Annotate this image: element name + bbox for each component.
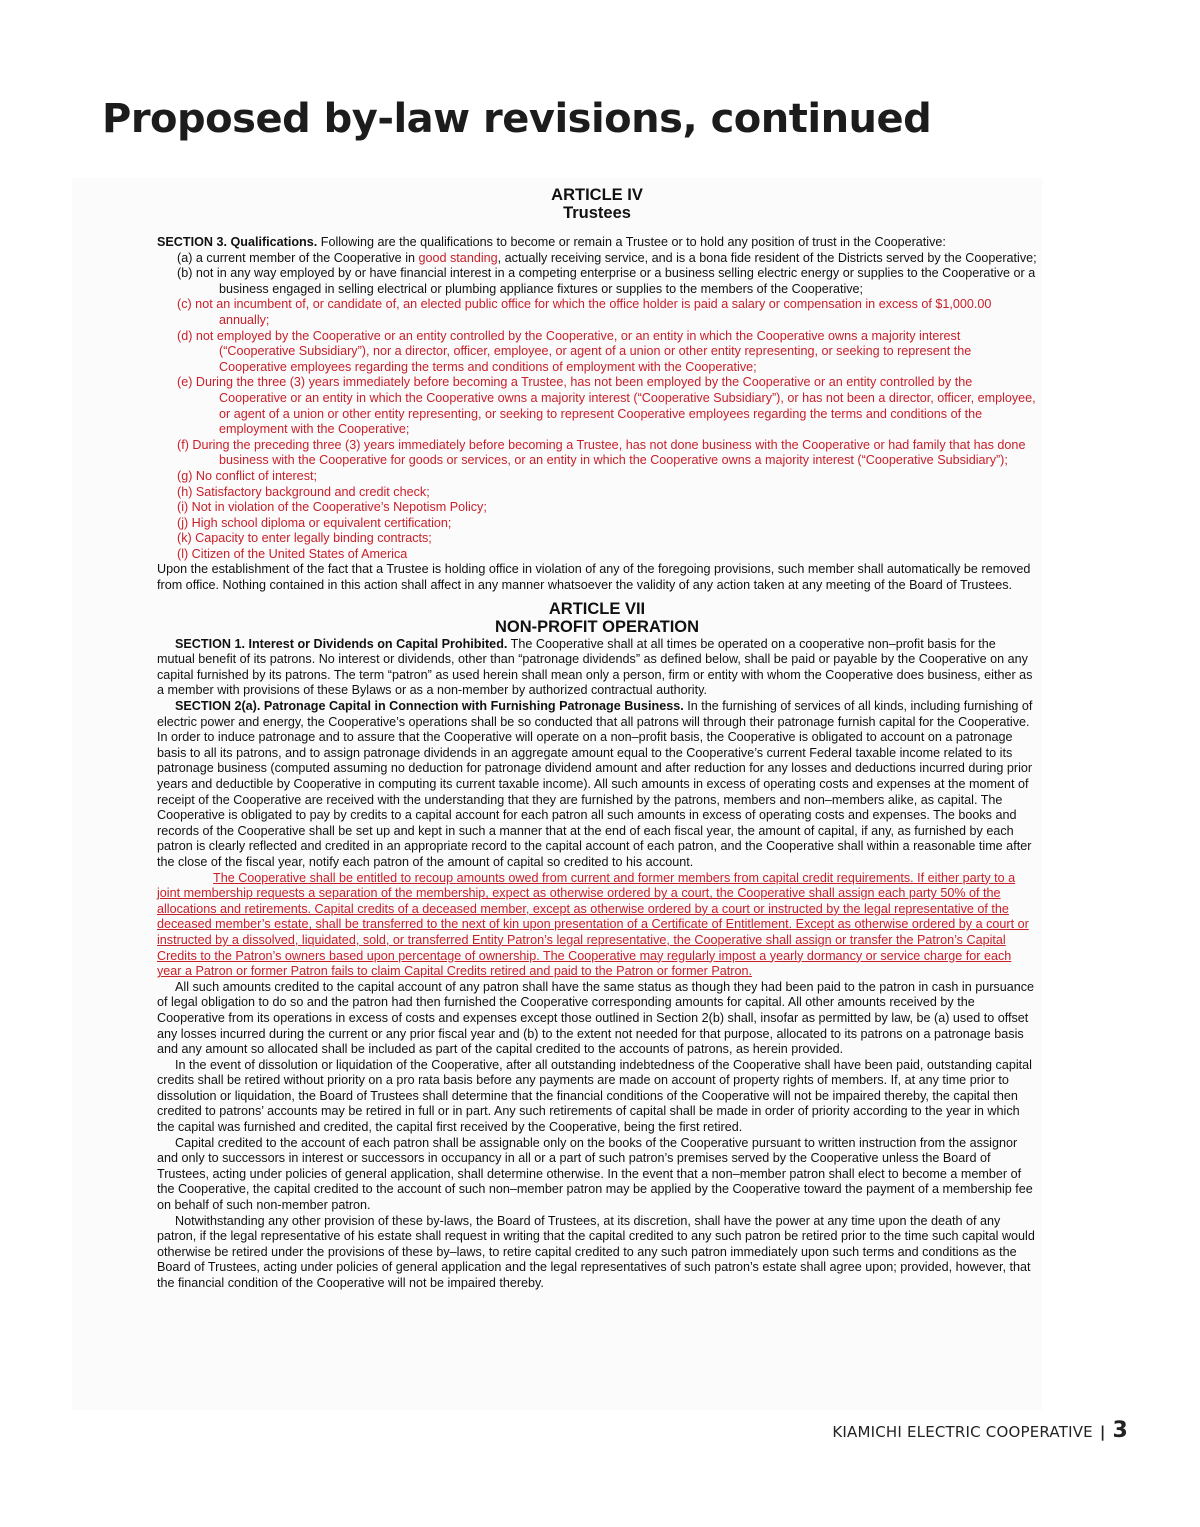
- article-4-title: ARTICLE IV: [551, 186, 643, 204]
- footer-org-name: KIAMICHI ELECTRIC COOPERATIVE: [832, 1423, 1093, 1441]
- section-2a-label: SECTION 2(a). Patronage Capital in Connection with Furnishing Patronage Business.: [175, 699, 684, 714]
- item-a-text-end: , actually receiving service, and is a bona fide resident of the Districts served by the Cooperative;: [497, 250, 1037, 265]
- article-7-title: ARTICLE VII: [548, 599, 646, 618]
- article-4-subtitle: Trustees: [563, 204, 631, 222]
- qualification-item-d: (d) not employed by the Cooperative or an entity controlled by the Cooperative, or an entity in which the Cooperative owns a majority interest (“Cooperative Subsidiary”), nor a director, officer, employee, or agent of a union or other entity representing, or seeking to represent the Cooperative employees regarding the terms and conditions of employment with the Cooperative;: [177, 328, 972, 374]
- page-footer: [832, 1418, 1128, 1443]
- footer-separator: |: [1099, 1423, 1106, 1441]
- document-body: [157, 186, 1037, 1292]
- article-7-section-1: [157, 637, 1037, 699]
- qualification-item-b: (b) not in any way employed by or have financial interest in a competing enterprise or a business selling electric energy or supplies to the Cooperative or a business engaged in selling electrical or plumbing appliance fixtures or supplies to the members of the Cooperative;: [177, 266, 1036, 296]
- section-2a-text: In the furnishing of services of all kinds, including furnishing of electric power and energy, the Cooperative’s operations shall be so conducted that all patrons will through their patronage furnish capital for the Cooperative. In order to induce patronage and to assure that the Cooperative will operate on a non–profit basis, the Cooperative is obligated to account on a patronage basis to all its patrons, and to assign patronage dividends in an aggregate amount equal to the Cooperative’s current Federal taxable income related to its patronage business (computed assuming no deduction for patronage dividend amount and after reduction for any losses and deductions incurred during prior years and deductible by Cooperative in computing its current taxable income). All such amounts in excess of operating costs and expenses at the moment of receipt of the Cooperative are received with the understanding that they are furnished by the patrons, members and non–members alike, as capital. The Cooperative is obligated to pay by credits to a capital account for each patron all such amounts in excess of operating costs and expenses. The books and records of the Cooperative shall be set up and kept in such a manner that at the end of each fiscal year, the amount of capital, if any, as furnished by each patron is clearly reflected and credited in an appropriate record to the capital account of each patron, and the Cooperative shall within a reasonable time after the close of the fiscal year, notify each patron of the amount of capital so credited to his account.: [157, 699, 1033, 869]
- article-7-paragraph: All such amounts credited to the capital account of any patron shall have the same status as though they had been paid to the patron in cash in pursuance of legal obligation to do so and the patron had then furnished the Cooperative corresponding amounts for capital. All other amounts received by the Cooperative from its operations in excess of costs and expenses except those outlined in Section 2(b) shall, insofar as permitted by law, be (a) used to offset any losses incurred during the current or any prior fiscal year and (b) to the extent not needed for that purpose, allocated to its patrons on a patronage basis and any amount so allocated shall be included as part of the capital credited to the accounts of patrons, as herein provided.: [157, 979, 1035, 1057]
- section-3-label: SECTION 3. Qualifications.: [157, 235, 318, 249]
- qualification-item-g: (g) No conflict of interest;: [177, 468, 317, 483]
- capital-credits-revision: The Cooperative shall be entitled to recoup amounts owed from current and former members from capital credit requirements. If either party to a joint membership requests a separation of the membership, expect as otherwise ordered by a court, the Cooperative shall assign each party 50% of the allocations and retirements. Capital credits of a deceased member, except as otherwise ordered by a court or instructed by the legal representative of the deceased member’s estate, shall be transferred to the next of kin upon presentation of a Certificate of Entitlement. Except as otherwise ordered by a court or instructed by a dissolved, liquidated, sold, or transferred Entity Patron’s legal representative, the Cooperative shall assign or transfer the Patron’s Capital Credits to the Patron’s owners based upon percentage of ownership. The Cooperative may regularly impost a yearly dormancy or service charge for each year a Patron or former Patron fails to claim Capital Credits retired and paid to the Patron or former Patron.: [157, 870, 1029, 979]
- section-1-label: SECTION 1. Interest or Dividends on Capital Prohibited.: [175, 636, 508, 651]
- qualification-item-h: (h) Satisfactory background and credit check;: [177, 484, 430, 499]
- qualification-item-f: (f) During the preceding three (3) years immediately before becoming a Trustee, has not done business with the Cooperative or had family that has done business with the Cooperative for goods or services, or an entity in which the Cooperative owns a majority interest (“Cooperative Subsidiary”);: [177, 437, 1026, 468]
- item-a-text: (a) a current member of the Cooperative in: [177, 250, 419, 265]
- article-4-closing: Upon the establishment of the fact that a Trustee is holding office in violation of any of the foregoing provisions, such member shall automatically be removed from office. Nothing contained in this action shall affect in any manner whatsoever the validity of any action taken at any meeting of the Board of Trustees.: [157, 562, 1031, 593]
- article-7-subtitle: NON-PROFIT OPERATION: [494, 617, 700, 636]
- document-scan: [72, 178, 1042, 1410]
- qualification-item-k: (k) Capacity to enter legally binding contracts;: [177, 531, 432, 546]
- qualification-item-a: [157, 251, 1037, 267]
- page-number: 3: [1112, 1418, 1128, 1443]
- article-7-paragraph: Notwithstanding any other provision of these by-laws, the Board of Trustees, at its discretion, shall have the power at any time upon the death of any patron, if the legal representative of his estate shall request in writing that the capital credited to any such patron be retired prior to the time such capital would otherwise be retired under the provisions of these by–laws, to retire capital credited to any such patron immediately upon such terms and conditions as the Board of Trustees, acting under policies of general application and the legal representatives of such patron’s estate shall agree upon; provided, however, that the financial condition of the Cooperative will not be impaired thereby.: [157, 1213, 1035, 1290]
- qualification-item-i: (i) Not in violation of the Cooperative’s Nepotism Policy;: [177, 500, 487, 515]
- section-3-intro: [157, 235, 1037, 251]
- article-7-paragraph: Capital credited to the account of each patron shall be assignable only on the books of the Cooperative pursuant to written instruction from the assignor and only to successors in interest or successors in occupancy in all or a part of such patron’s premises served by the Cooperative unless the Board of Trustees, acting under policies of general application, shall determine otherwise. In the event that a non–member patron shall elect to become a member of the Cooperative, the capital credited to the account of such non–member patron may be applied by the Cooperative toward the payment of a membership fee on behalf of such non-member patron.: [157, 1135, 1033, 1213]
- qualification-item-e: (e) During the three (3) years immediately before becoming a Trustee, has not been employed by the Cooperative or an entity controlled by the Cooperative or an entity in which the Cooperative owns a majority interest (“Cooperative Subsidiary”), or has not been a director, officer, employee, or agent of a union or other entity representing, or seeking to represent Cooperative employees regarding the terms and conditions of the employment with the Cooperative;: [177, 375, 1036, 437]
- section-3-text: Following are the qualifications to become or remain a Trustee or to hold any position of trust in the Cooperative:: [317, 235, 946, 249]
- qualification-item-c: (c) not an incumbent of, or candidate of, an elected public office for which the office holder is paid a salary or compensation in excess of $1,000.00 annually;: [177, 297, 992, 327]
- item-a-red-text: good standing: [418, 250, 498, 265]
- article-7-paragraph: In the event of dissolution or liquidation of the Cooperative, after all outstanding indebtedness of the Cooperative shall have been paid, outstanding capital credits shall be retired without priority on a pro rata basis before any payments are made on account of property rights of members. If, at any time prior to dissolution or liquidation, the Board of Trustees shall determine that the financial conditions of the Cooperative will not be impaired thereby, the capital then credited to patrons’ accounts may be retired in full or in part. Any such retirements of capital shall be made in order of priority according to the year in which the capital was furnished and credited, the capital first received by the Cooperative, being the first retired.: [157, 1057, 1032, 1135]
- qualification-item-l: (l) Citizen of the United States of America: [177, 546, 408, 561]
- article-7-section-2a: [157, 699, 1037, 871]
- section-1-text: The Cooperative shall at all times be operated on a cooperative non–profit basis for the mutual benefit of its patrons. No interest or dividends, other than “patronage dividends” as defined below, shall be paid or payable by the Cooperative on any capital furnished by its patrons. The term “patron” as used herein shall mean only a person, firm or entity with whom the Cooperative does business, either as a member with provisions of these Bylaws or as a non-member by authorized contractual authority.: [157, 636, 1033, 698]
- qualification-item-j: (j) High school diploma or equivalent certification;: [177, 515, 452, 530]
- page-title: Proposed by-law revisions, continued: [102, 96, 932, 142]
